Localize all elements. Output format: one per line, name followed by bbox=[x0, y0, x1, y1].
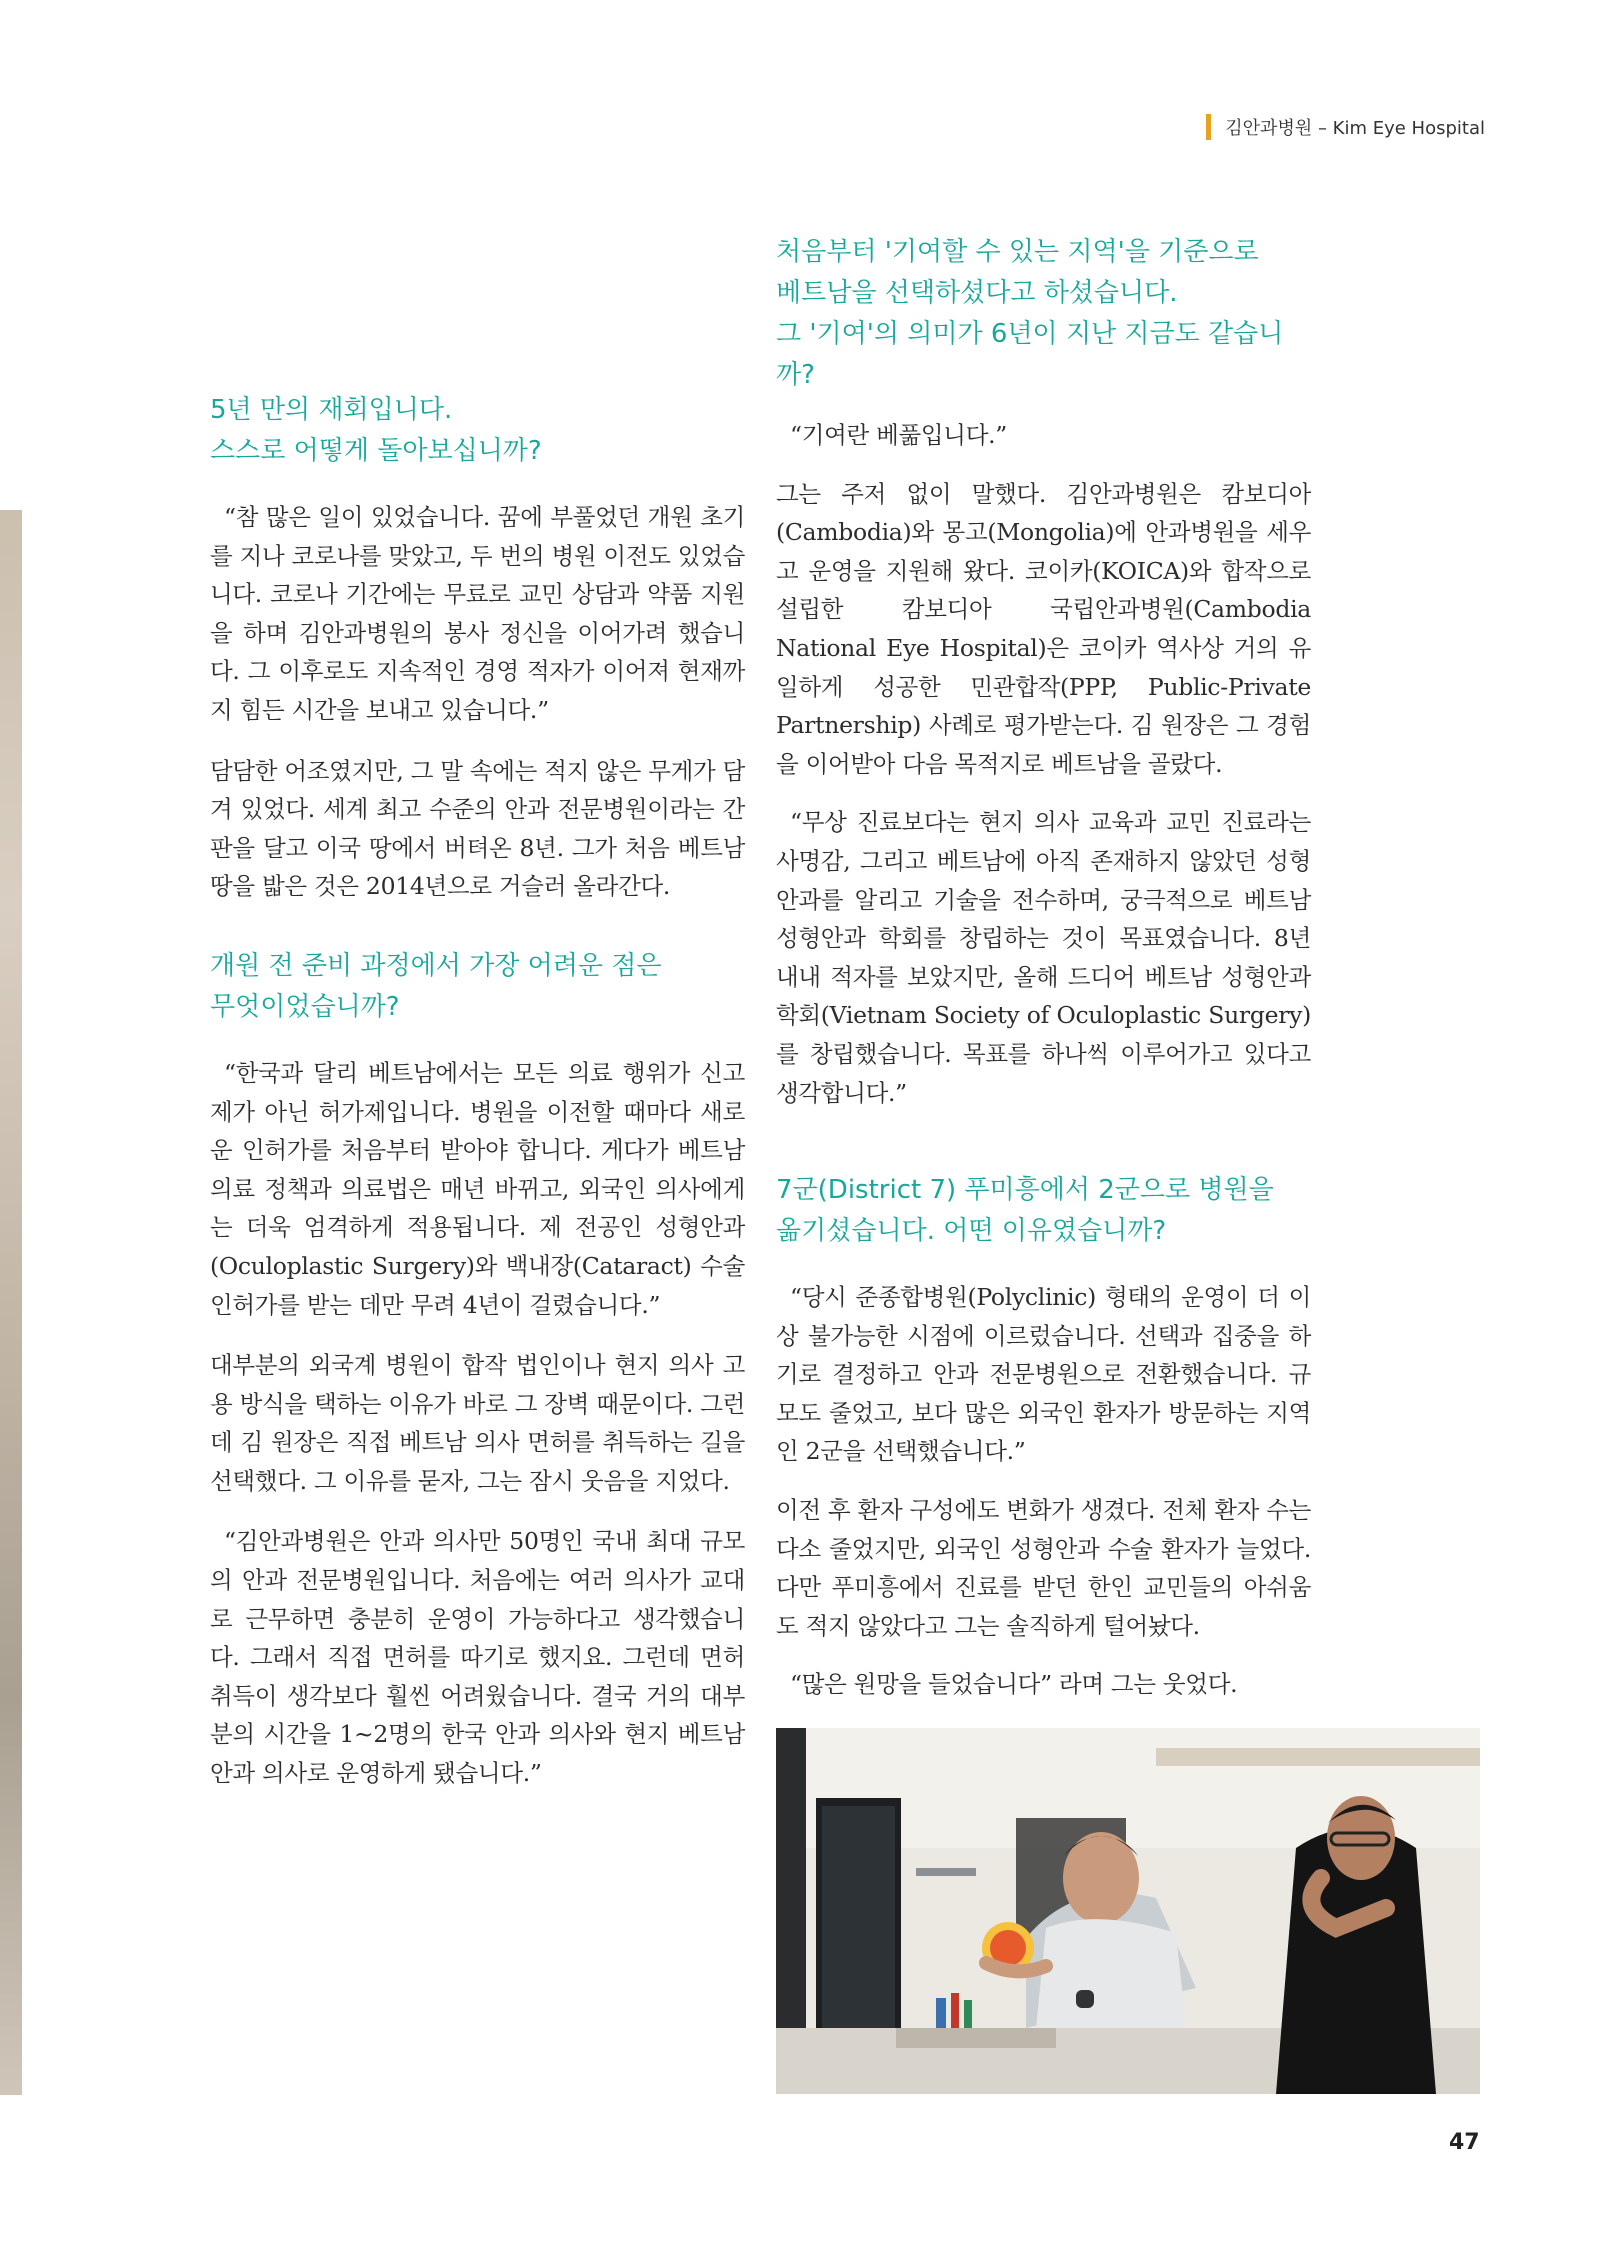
question-line: 처음부터 '기여할 수 있는 지역'을 기준으로 bbox=[776, 237, 1259, 267]
left-column bbox=[210, 390, 745, 1793]
quote-paragraph: “많은 원망을 들었습니다” 라며 그는 웃었다. bbox=[790, 1670, 1238, 1699]
question-line: 그 '기여'의 의미가 6년이 지난 지금도 같습니까? bbox=[776, 319, 1284, 390]
body-paragraph: 담담한 어조였지만, 그 말 속에는 적지 않은 무게가 담겨 있었다. 세계 최고 수준의 안과 전문병원이라는 간판을 달고 이국 땅에서 버텨온 8년. 그가 처음 베트남 땅을 밟은 것은 2014년으로 거슬러 올라간다. bbox=[210, 756, 745, 901]
running-head-text: 김안과병원 – Kim Eye Hospital bbox=[1225, 118, 1485, 139]
quote-paragraph: “김안과병원은 안과 의사만 50명인 국내 최대 규모의 안과 전문병원입니다. 처음에는 여러 의사가 교대로 근무하면 충분히 운영이 가능하다고 생각했습니다. 그래서 직접 면허를 따기로 했지요. 그런데 면허 취득이 생각보다 훨씬 어려웠습니다. 결국 거의 대부분의 시간을 1~2명의 한국 안과 의사와 현지 베트남 안과 의사로 운영하게 됐습니다.” bbox=[210, 1527, 745, 1788]
running-head bbox=[1206, 112, 1485, 142]
body-paragraph: 대부분의 외국계 병원이 합작 법인이나 현지 의사 고용 방식을 택하는 이유가 바로 그 장벽 때문이다. 그런데 김 원장은 직접 베트남 의사 면허를 취득하는 길을 선택했다. 그 이유를 묻자, 그는 잠시 웃음을 지었다. bbox=[210, 1351, 745, 1495]
left-edge-photo bbox=[0, 510, 22, 2095]
question-line: 베트남을 선택하셨다고 하셨습니다. bbox=[776, 278, 1178, 308]
question-heading bbox=[210, 946, 745, 1028]
body-paragraph: 그는 주저 없이 말했다. 김안과병원은 캄보디아(Cambodia)와 몽고(Mongolia)에 안과병원을 세우고 운영을 지원해 왔다. 코이카(KOICA)와 합작으로 설립한 캄보디아 국립안과병원(Cambodia National Eye Hospital)은 코이카 역사상 거의 유일하게 성공한 민관합작(PPP, Public-Private Partnership) 사례로 평가받는다. 김 원장은 그 경험을 이어받아 다음 목적지로 베트남을 골랐다. bbox=[776, 479, 1311, 778]
consultation-photo-illustration bbox=[776, 1728, 1480, 2094]
right-column bbox=[776, 232, 1311, 1704]
question-line: 7군(District 7) 푸미흥에서 2군으로 병원을 bbox=[776, 1175, 1274, 1206]
running-head-bar bbox=[1206, 114, 1211, 140]
question-line: 무엇이었습니까? bbox=[210, 991, 400, 1022]
body-paragraph: 이전 후 환자 구성에도 변화가 생겼다. 전체 환자 수는 다소 줄었지만, 외국인 성형안과 수술 환자가 늘었다. 다만 푸미흥에서 진료를 받던 한인 교민들의 아쉬움도 적지 않았다고 그는 솔직하게 털어놨다. bbox=[776, 1496, 1311, 1640]
question-line: 5년 만의 재회입니다. bbox=[210, 395, 453, 425]
quote-paragraph: “참 많은 일이 있었습니다. 꿈에 부풀었던 개원 초기를 지나 코로나를 맞았고, 두 번의 병원 이전도 있었습니다. 코로나 기간에는 무료로 교민 상담과 약품 지원을 하며 김안과병원의 봉사 정신을 이어가려 했습니다. 그 이후로도 지속적인 경영 적자가 이어져 현재까지 힘든 시간을 보내고 있습니다.” bbox=[210, 503, 745, 724]
quote-paragraph: “기여란 베풂입니다.” bbox=[790, 421, 1007, 449]
consultation-photo bbox=[776, 1728, 1480, 2094]
quote-paragraph: “당시 준종합병원(Polyclinic) 형태의 운영이 더 이상 불가능한 시점에 이르렀습니다. 선택과 집중을 하기로 결정하고 안과 전문병원으로 전환했습니다. 규모도 줄었고, 보다 많은 외국인 환자가 방문하는 지역인 2군을 선택했습니다.” bbox=[776, 1283, 1311, 1466]
question-heading bbox=[776, 232, 1311, 396]
page-number: 47 bbox=[1449, 2130, 1480, 2155]
quote-paragraph: “한국과 달리 베트남에서는 모든 의료 행위가 신고제가 아닌 허가제입니다. 병원을 이전할 때마다 새로운 인허가를 처음부터 받아야 합니다. 게다가 베트남 의료 정책과 의료법은 매년 바뀌고, 외국인 의사에게는 더욱 엄격하게 적용됩니다. 제 전공인 성형안과(Oculoplastic Surgery)와 백내장(Cataract) 수술 인허가를 받는 데만 무려 4년이 걸렸습니다.” bbox=[210, 1058, 745, 1319]
quote-paragraph: “무상 진료보다는 현지 의사 교육과 교민 진료라는 사명감, 그리고 베트남에 아직 존재하지 않았던 성형안과를 알리고 기술을 전수하며, 궁극적으로 베트남 성형안과 학회를 창립하는 것이 목표였습니다. 8년 내내 적자를 보았지만, 올해 드디어 베트남 성형안과 학회(Vietnam Society of Oculoplastic Surgery)를 창립했습니다. 목표를 하나씩 이루어가고 있다고 생각합니다.” bbox=[776, 808, 1311, 1107]
question-line: 옮기셨습니다. 어떤 이유였습니까? bbox=[776, 1216, 1167, 1247]
question-heading bbox=[776, 1170, 1311, 1252]
question-heading bbox=[210, 390, 745, 472]
question-line: 개원 전 준비 과정에서 가장 어려운 점은 bbox=[210, 950, 662, 981]
question-line: 스스로 어떻게 돌아보십니까? bbox=[210, 436, 542, 466]
